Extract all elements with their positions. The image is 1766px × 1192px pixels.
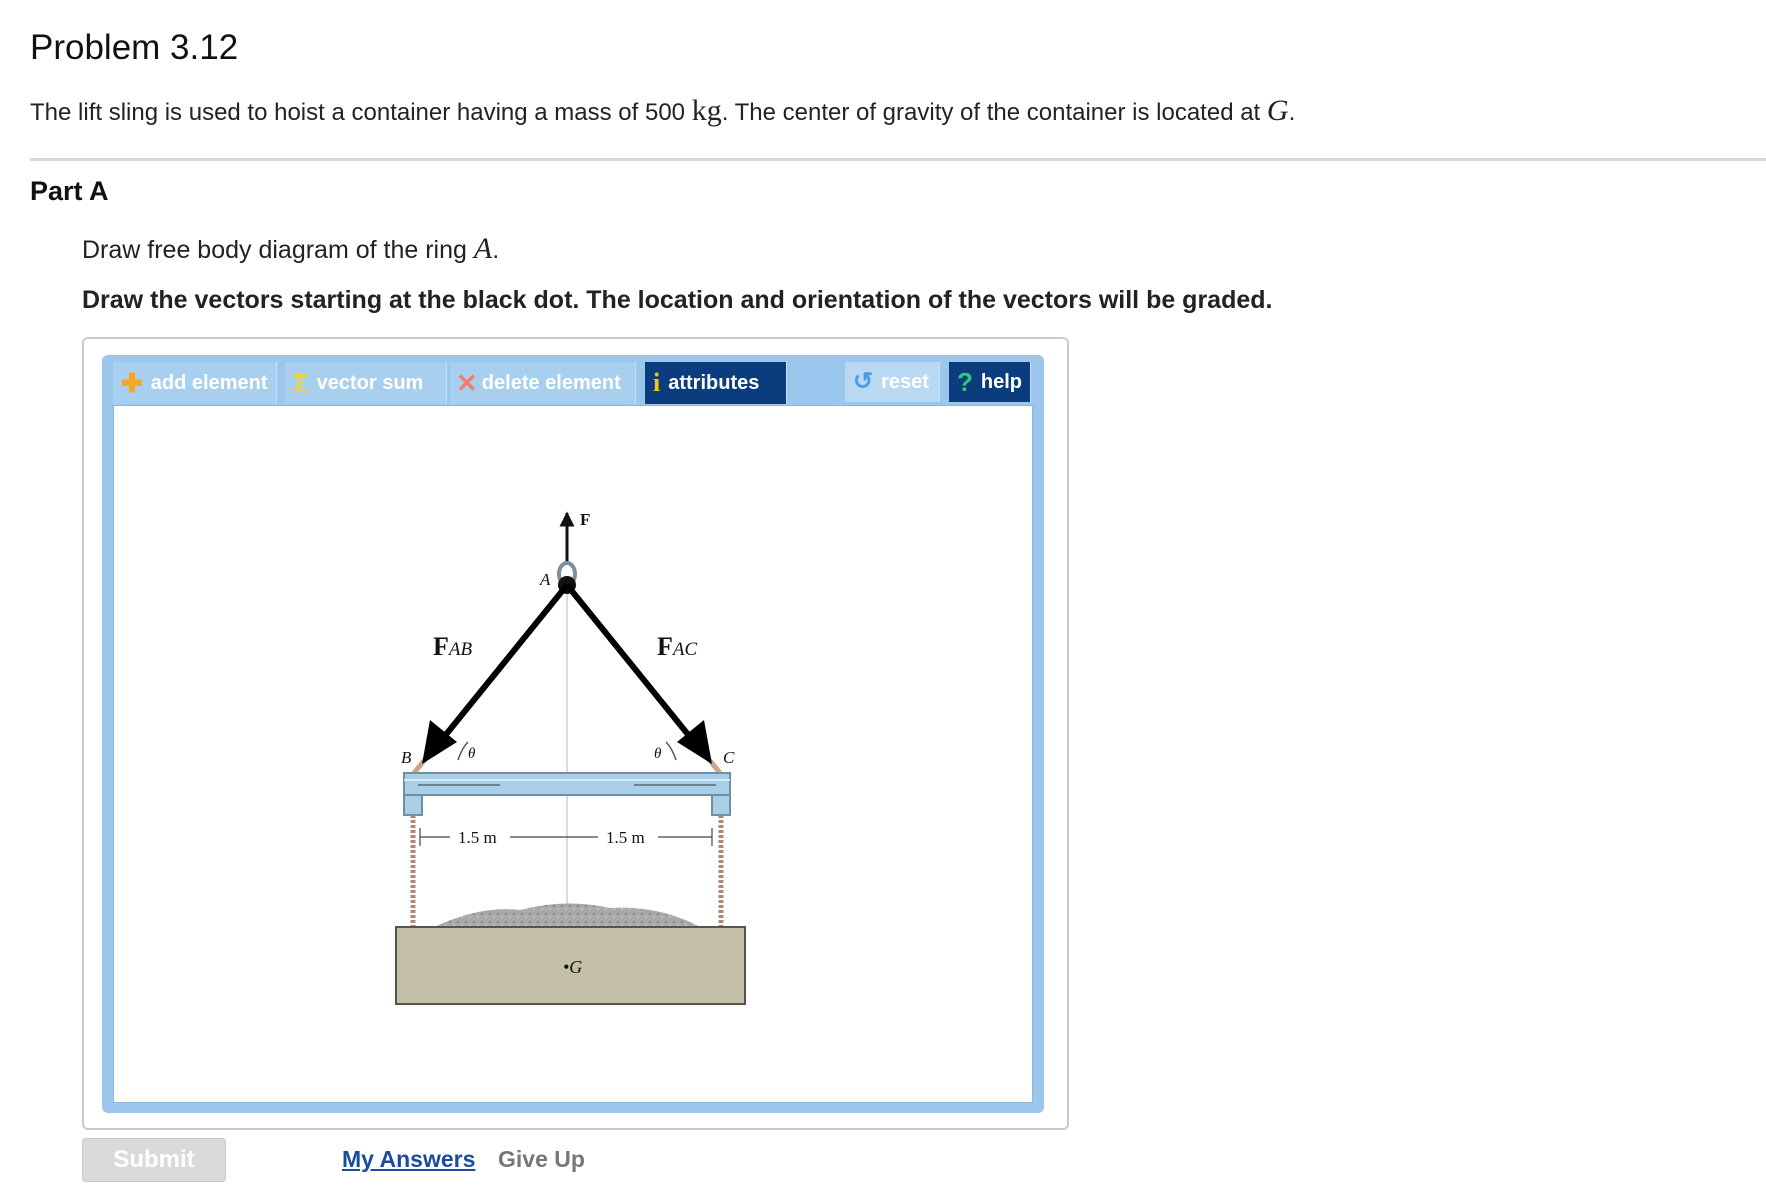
center-g-label: •G — [563, 957, 583, 977]
angle-theta-right: θ — [654, 746, 662, 762]
delete-x-icon: ✕ — [456, 368, 478, 398]
give-up-link[interactable]: Give Up — [498, 1146, 585, 1172]
point-b-label: B — [401, 748, 412, 767]
vector-fab-label — [433, 632, 472, 662]
spreader-beam — [404, 773, 730, 795]
help-label: help — [980, 370, 1023, 393]
problem-text-end: . — [1288, 99, 1296, 126]
point-c-label: C — [723, 748, 735, 767]
problem-title: Problem 3.12 — [30, 28, 239, 67]
angle-arc-left — [458, 742, 468, 760]
info-icon: i — [653, 368, 661, 397]
dimension-left: 1.5 m — [458, 828, 497, 847]
angle-theta-left: θ — [468, 746, 476, 762]
add-element-label: add element — [150, 371, 268, 394]
ring-a-label: A — [540, 570, 551, 589]
problem-text-2: . The center of gravity of the container is located at — [721, 99, 1267, 126]
reset-label: reset — [881, 370, 929, 393]
part-label: Part A — [30, 176, 109, 206]
grading-instruction: Draw the vectors starting at the black dot. The location and orientation of the vectors will be graded. — [82, 286, 1273, 314]
vector-fab-sub: AB — [448, 639, 473, 660]
force-f-label: F — [580, 510, 591, 529]
vector-fab-main: F — [433, 632, 449, 661]
gravel-load — [432, 903, 702, 928]
submit-button[interactable]: Submit — [82, 1138, 226, 1182]
problem-text: The lift sling is used to hoist a container having a mass of 500 — [30, 99, 692, 126]
attributes-label: attributes — [668, 371, 760, 394]
reset-icon: ↺ — [853, 368, 874, 395]
ring-symbol: A — [473, 232, 493, 265]
mass-unit: kg — [691, 94, 722, 127]
sigma-icon: Σ — [293, 368, 309, 398]
dimension-right: 1.5 m — [606, 828, 645, 847]
cg-symbol: G — [1266, 94, 1289, 127]
vector-fac-label — [657, 632, 697, 662]
vector-fac-main: F — [657, 632, 673, 661]
my-answers-link[interactable]: My Answers — [342, 1146, 476, 1172]
delete-element-label: delete element — [481, 371, 621, 394]
angle-arc-right — [666, 742, 676, 760]
plus-icon: ✚ — [121, 368, 143, 398]
instruction-prefix: Draw free body diagram of the ring — [82, 236, 474, 264]
instruction-end: . — [492, 236, 500, 264]
vector-sum-label: vector sum — [316, 371, 424, 394]
help-question-icon: ? — [957, 367, 973, 397]
vector-fac-sub: AC — [672, 639, 698, 660]
